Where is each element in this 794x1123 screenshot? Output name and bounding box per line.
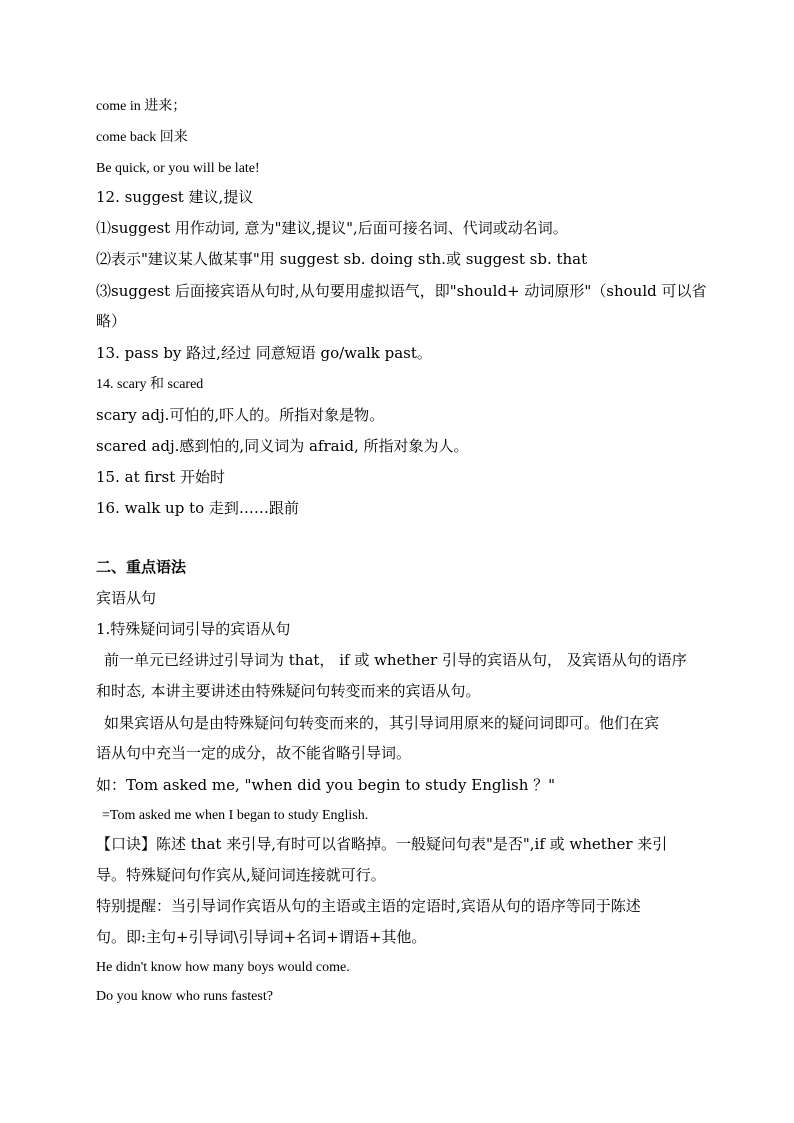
note-line: 句。即:主句+引导词\引导词+名词+谓语+其他。 (96, 928, 427, 946)
text-line: come back 回来 (96, 130, 188, 145)
subsection-heading: 1.特殊疑问词引导的宾语从句 (96, 620, 291, 638)
mnemonic-line: 导。特殊疑问句作宾从,疑问词连接就可行。 (96, 866, 386, 884)
text-line: come in 进来； (96, 99, 187, 114)
note-line: 特别提醒：当引导词作宾语从句的主语或主语的定语时,宾语从句的语序等同于陈述 (96, 897, 641, 915)
section-item-15: 15. at first 开始时 (96, 468, 226, 486)
text-line: ⑴suggest 用作动词, 意为"建议,提议",后面可接名词、代词或动名词。 (96, 219, 568, 237)
text-line: scared adj.感到怕的,同义词为 afraid, 所指对象为人。 (96, 437, 469, 455)
section-item-12: 12. suggest 建议,提议 (96, 188, 254, 206)
mnemonic-line: 【口诀】陈述 that 来引导,有时可以省略掉。一般疑问句表"是否",if 或 whether 来引 (96, 835, 668, 853)
subsection-title: 宾语从句 (96, 589, 157, 607)
section-item-14: 14. scary 和 scared (96, 377, 204, 392)
text-line: 略） (96, 312, 127, 330)
text-line: ⑵表示"建议某人做某事"用 suggest sb. doing sth.或 suggest sb. that (96, 250, 588, 268)
section-item-16: 16. walk up to 走到……跟前 (96, 499, 299, 517)
paragraph-line: 前一单元已经讲过引导词为 that， if 或 whether 引导的宾语从句， 及宾语从句的语序 (104, 651, 687, 669)
example-line: Do you know who runs fastest? (96, 989, 273, 1004)
text-line: Be quick, or you will be late! (96, 161, 260, 176)
text-line: scary adj.可怕的,吓人的。所指对象是物。 (96, 406, 385, 424)
paragraph-line: 如果宾语从句是由特殊疑问句转变而来的，其引导词用原来的疑问词即可。他们在宾 (104, 714, 660, 732)
text-line: ⑶suggest 后面接宾语从句时,从句要用虚拟语气，即"should+ 动词原形"（should 可以省 (96, 282, 707, 300)
section-item-13: 13. pass by 路过,经过 同意短语 go/walk past。 (96, 344, 432, 362)
section-heading: 二、重点语法 (96, 558, 187, 576)
example-line: He didn't know how many boys would come. (96, 960, 350, 975)
paragraph-line: 和时态, 本讲主要讲述由特殊疑问句转变而来的宾语从句。 (96, 682, 481, 700)
example-line: =Tom asked me when I began to study English. (102, 808, 369, 823)
paragraph-line: 语从句中充当一定的成分，故不能省略引导词。 (96, 744, 412, 762)
example-line: 如：Tom asked me, "when did you begin to study English ？" (96, 776, 556, 794)
